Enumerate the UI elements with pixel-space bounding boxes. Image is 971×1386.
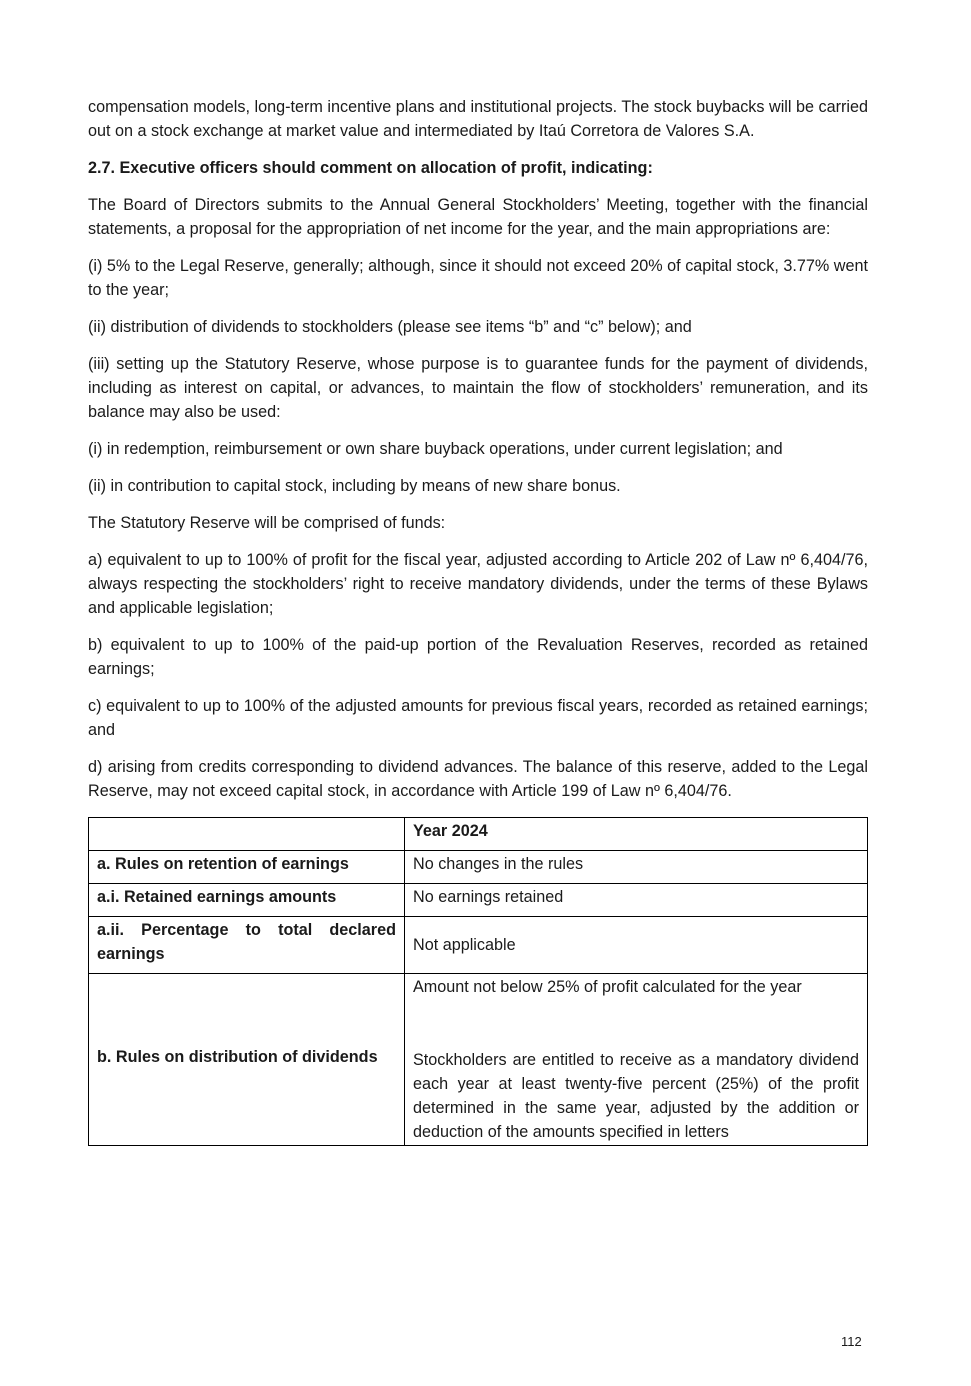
page-number: 112 [841,1334,862,1349]
paragraph-fund-c: c) equivalent to up to 100% of the adjusted amounts for previous fiscal years, recorded as retained earnings; and [88,697,868,739]
document-page [88,95,868,1146]
table-header-year: Year 2024 [405,818,868,851]
dividend-rule-minimum: Amount not below 25% of profit calculated for the year [413,978,802,996]
paragraph-dividend-distribution: (ii) distribution of dividends to stockholders (please see items “b” and “c” below); and [88,318,692,336]
paragraph-fund-a: a) equivalent to up to 100% of profit for the fiscal year, adjusted according to Article 202 of Law nº 6,404/76, always respecting the stockholders’ right to receive mandatory dividends, under the terms of these Bylaws and applicable legislation; [88,551,868,617]
section-heading-2-7: 2.7. Executive officers should comment on allocation of profit, indicating: [88,159,653,177]
table-header-label [89,818,405,851]
profit-allocation-table [88,817,868,1146]
row-label-dividend-rules: b. Rules on distribution of dividends [89,974,405,1146]
row-value-dividend-rules [405,974,868,1146]
cell-spacer [413,999,859,1048]
paragraph-statutory-funds: The Statutory Reserve will be comprised of funds: [88,514,446,532]
dividend-rule-mandatory: Stockholders are entitled to receive as a mandatory dividend each year at least twenty-five percent (25%) of the profit determined in the same year, adjusted by the addition or deduction of the amounts specified in letters [413,1051,859,1141]
paragraph-buyback-continuation: compensation models, long-term incentive plans and institutional projects. The stock buybacks will be carried out on a stock exchange at market value and intermediated by Itaú Corretora de Valores S.A. [88,98,868,140]
paragraph-fund-d: d) arising from credits corresponding to dividend advances. The balance of this reserve, added to the Legal Reserve, may not exceed capital stock, in accordance with Article 199 of Law nº 6,404/76. [88,758,868,800]
paragraph-capital-contribution: (ii) in contribution to capital stock, including by means of new share bonus. [88,477,621,495]
table-row [89,917,868,974]
paragraph-fund-b: b) equivalent to up to 100% of the paid-up portion of the Revaluation Reserves, recorded as retained earnings; [88,636,868,678]
paragraph-legal-reserve: (i) 5% to the Legal Reserve, generally; although, since it should not exceed 20% of capital stock, 3.77% went to the year; [88,257,868,299]
row-value-retention-rules: No changes in the rules [405,851,868,884]
table-row [89,851,868,884]
row-label-percentage-declared: a.ii. Percentage to total declared earnings [89,917,405,974]
table-header-row [89,818,868,851]
row-value-percentage-declared: Not applicable [405,917,868,974]
table-row [89,974,868,1146]
paragraph-statutory-reserve: (iii) setting up the Statutory Reserve, whose purpose is to guarantee funds for the payment of dividends, including as interest on capital, or advances, to maintain the flow of stockholders’ remuneration, and its balance may also be used: [88,355,868,421]
paragraph-board-proposal: The Board of Directors submits to the Annual General Stockholders’ Meeting, together with the financial statements, a proposal for the appropriation of net income for the year, and the main appropriations are: [88,196,868,238]
table-row [89,884,868,917]
row-value-retained-amounts: No earnings retained [405,884,868,917]
row-label-retained-amounts: a.i. Retained earnings amounts [89,884,405,917]
row-label-retention-rules: a. Rules on retention of earnings [89,851,405,884]
paragraph-redemption: (i) in redemption, reimbursement or own share buyback operations, under current legislation; and [88,440,783,458]
